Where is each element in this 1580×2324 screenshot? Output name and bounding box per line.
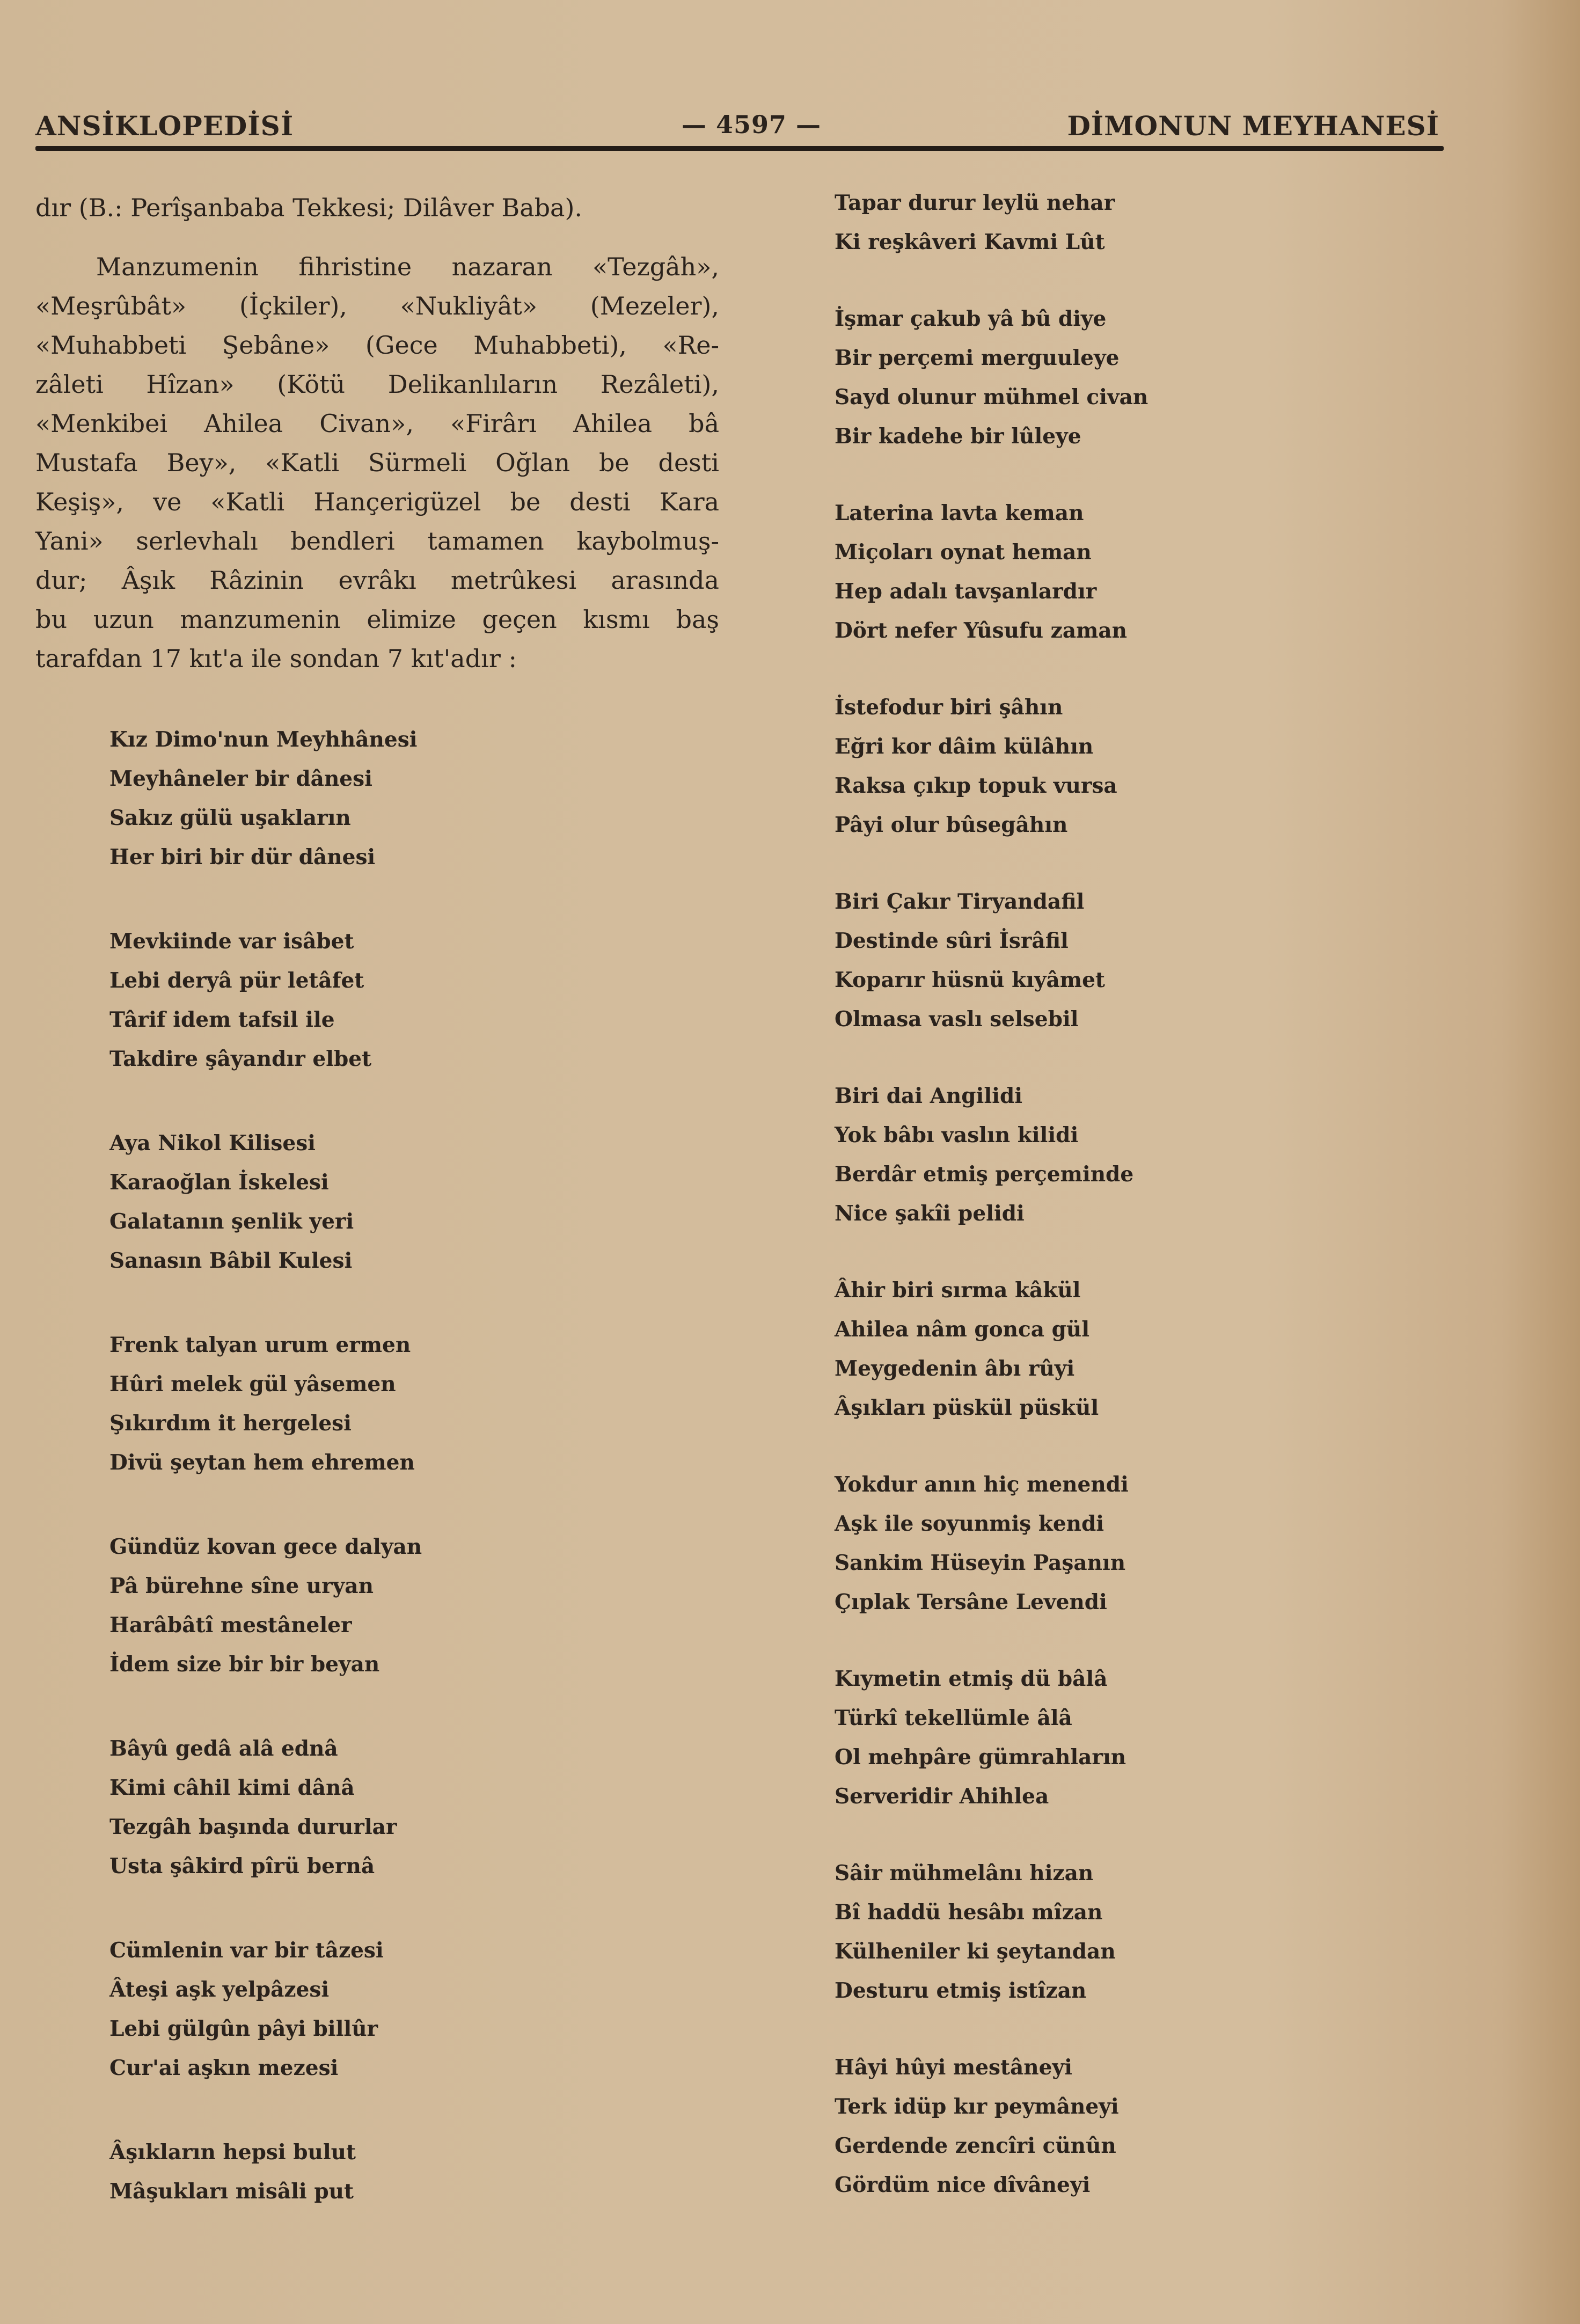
verse-line: Eğri kor dâim külâhın (835, 734, 1094, 759)
text-line: Yani» serlevhalı bendleri tamamen kaybolmuş- (35, 527, 719, 556)
verse-line: Lebi gülgûn pâyi billûr (109, 2016, 378, 2041)
running-head-right: DİMONUN MEYHANESİ (1067, 110, 1439, 142)
verse-line: Târif idem tafsil ile (109, 1007, 335, 1032)
verse-line: Şıkırdım it hergelesi (109, 1411, 352, 1436)
stanza (109, 1528, 422, 1684)
stanza (835, 688, 1148, 845)
verse-line: Miçoları oynat heman (835, 540, 1092, 565)
stanza (835, 1077, 1148, 1233)
verse-line: Âhir biri sırma kâkül (835, 1278, 1081, 1303)
verse-line: Cümlenin var bir tâzesi (109, 1938, 384, 1963)
verse-line: Usta şâkird pîrü bernâ (109, 1854, 375, 1879)
verse-line: Gündüz kovan gece dalyan (109, 1534, 422, 1559)
verse-line: Nice şakîi pelidi (835, 1201, 1025, 1226)
text-line: «Muhabbeti Şebâne» (Gece Muhabbeti), «Re- (35, 331, 719, 360)
verse-line: Serveridir Ahihlea (835, 1784, 1049, 1809)
text-line: «Meşrûbât» (İçkiler), «Nukliyât» (Mezeler), (35, 291, 719, 320)
verse-line: Hep adalı tavşanlardır (835, 579, 1097, 604)
verse-line: Hâyi hûyi mestâneyi (835, 2055, 1072, 2080)
verse-line: Sayd olunur mühmel civan (835, 385, 1149, 410)
verse-line: Tapar durur leylü nehar (835, 191, 1115, 215)
verse-line: Dört nefer Yûsufu zaman (835, 618, 1127, 643)
verse-line: Cur'ai aşkın mezesi (109, 2056, 339, 2080)
verse-line: Yokdur anın hiç menendi (835, 1472, 1129, 1497)
verse-line: Ki reşkâveri Kavmi Lût (835, 230, 1105, 254)
text-line: dır (B.: Perîşanbaba Tekkesi; Dilâver Baba). (35, 193, 583, 222)
verse-line: Olmasa vaslı selsebil (835, 1007, 1079, 1032)
verse-line: Harâbâtî mestâneler (109, 1613, 352, 1638)
verse-line: Âteşi aşk yelpâzesi (109, 1977, 330, 2002)
verse-line: Destinde sûri İsrâfil (835, 929, 1069, 953)
verse-line: Kız Dimo'nun Meyhhânesi (109, 727, 418, 752)
verse-line: Takdire şâyandır elbet (109, 1047, 372, 1071)
stanza (109, 922, 422, 1079)
verse-line: Mevkiinde var isâbet (109, 929, 354, 954)
verse-line: Karaoğlan İskelesi (109, 1170, 329, 1195)
verse-line: Divü şeytan hem ehremen (109, 1450, 415, 1475)
verse-line: Hûri melek gül yâsemen (109, 1372, 396, 1397)
stanza (109, 1931, 422, 2088)
stanza (835, 299, 1148, 456)
text-line: «Menkibei Ahilea Civan», «Firârı Ahilea bâ (35, 409, 719, 438)
verse-line: Raksa çıkıp topuk vursa (835, 773, 1117, 798)
poem-column-right (835, 184, 1148, 2205)
verse-line: Kıymetin etmiş dü bâlâ (835, 1667, 1108, 1691)
stanza (835, 184, 1148, 262)
verse-line: Biri dai Angilidi (835, 1084, 1023, 1108)
text-line: Mustafa Bey», «Katli Sürmeli Oğlan be desti (35, 448, 719, 477)
poem-column-left (109, 720, 422, 2211)
verse-line: Gördüm nice dîvâneyi (835, 2173, 1091, 2197)
header-rule (35, 146, 1444, 151)
verse-line: Desturu etmiş istîzan (835, 1978, 1087, 2003)
verse-line: Yok bâbı vaslın kilidi (835, 1123, 1079, 1148)
verse-line: Laterina lavta keman (835, 501, 1084, 525)
stanza (109, 1326, 422, 1482)
text-line: Manzumenin fihristine nazaran «Tezgâh», (96, 252, 719, 281)
verse-line: Türkî tekellümle âlâ (835, 1706, 1072, 1730)
verse-line: Pâyi olur bûsegâhın (835, 813, 1068, 837)
text-line: zâleti Hîzan» (Kötü Delikanlıların Rezâleti), (35, 370, 719, 399)
verse-line: Berdâr etmiş perçeminde (835, 1162, 1134, 1187)
paragraph (35, 247, 719, 678)
verse-line: Meygedenin âbı rûyi (835, 1356, 1075, 1381)
verse-line: Bir kadehe bir lûleye (835, 424, 1081, 449)
running-head-left: ANSİKLOPEDİSİ (35, 110, 294, 142)
verse-line: Terk idüp kır peymâneyi (835, 2094, 1119, 2119)
stanza (835, 1854, 1148, 2011)
verse-line: Bî haddü hesâbı mîzan (835, 1900, 1103, 1925)
page-number: — 4597 — (682, 110, 822, 139)
paragraph (35, 188, 719, 228)
verse-line: Aşk ile soyunmiş kendi (835, 1511, 1104, 1536)
prose-block (35, 188, 719, 678)
stanza (109, 1124, 422, 1281)
verse-line: Aya Nikol Kilisesi (109, 1131, 316, 1156)
stanza (835, 1660, 1148, 1816)
verse-line: Kimi câhil kimi dânâ (109, 1775, 355, 1800)
verse-line: İstefodur biri şâhın (835, 695, 1063, 720)
verse-line: Âşıkların hepsi bulut (109, 2140, 356, 2165)
stanza (109, 720, 422, 877)
verse-line: Meyhâneler bir dânesi (109, 766, 372, 791)
verse-line: Tezgâh başında dururlar (109, 1815, 397, 1839)
text-line: bu uzun manzumenin elimize geçen kısmı baş (35, 605, 719, 634)
text-line: Keşiş», ve «Katli Hançerigüzel be desti Kara (35, 487, 719, 516)
verse-line: Mâşukları misâli put (109, 2179, 354, 2204)
verse-line: Lebi deryâ pür letâfet (109, 968, 364, 993)
text-line: tarafdan 17 kıt'a ile sondan 7 kıt'adır : (35, 644, 517, 673)
verse-line: Ol mehpâre gümrahların (835, 1745, 1127, 1770)
stanza (835, 882, 1148, 1039)
verse-line: İdem size bir bir beyan (109, 1652, 380, 1677)
verse-line: Galatanın şenlik yeri (109, 1209, 354, 1234)
verse-line: Külheniler ki şeytandan (835, 1939, 1116, 1964)
stanza (835, 1271, 1148, 1428)
verse-line: Her biri bir dür dânesi (109, 845, 376, 869)
stanza (109, 2133, 422, 2211)
stanza (835, 1465, 1148, 1622)
verse-line: Biri Çakır Tiryandafil (835, 889, 1085, 914)
verse-line: Pâ bürehne sîne uryan (109, 1574, 374, 1598)
stanza (835, 2048, 1148, 2205)
stanza (835, 494, 1148, 651)
verse-line: Bâyû gedâ alâ ednâ (109, 1736, 338, 1761)
verse-line: İşmar çakub yâ bû diye (835, 306, 1107, 331)
stanza (109, 1729, 422, 1886)
text-line: dur; Âşık Râzinin evrâkı metrûkesi arasında (35, 566, 719, 595)
verse-line: Sâir mühmelânı hizan (835, 1861, 1094, 1885)
verse-line: Ahilea nâm gonca gül (835, 1317, 1090, 1342)
verse-line: Sanasın Bâbil Kulesi (109, 1248, 353, 1273)
verse-line: Sankim Hüseyin Paşanın (835, 1551, 1126, 1575)
verse-line: Sakız gülü uşakların (109, 806, 351, 830)
verse-line: Âşıkları püskül püskül (835, 1395, 1099, 1420)
verse-line: Gerdende zencîri cünûn (835, 2133, 1116, 2158)
verse-line: Bir perçemi merguuleye (835, 346, 1120, 370)
verse-line: Koparır hüsnü kıyâmet (835, 968, 1105, 992)
verse-line: Frenk talyan urum ermen (109, 1333, 411, 1357)
verse-line: Çıplak Tersâne Levendi (835, 1590, 1107, 1614)
